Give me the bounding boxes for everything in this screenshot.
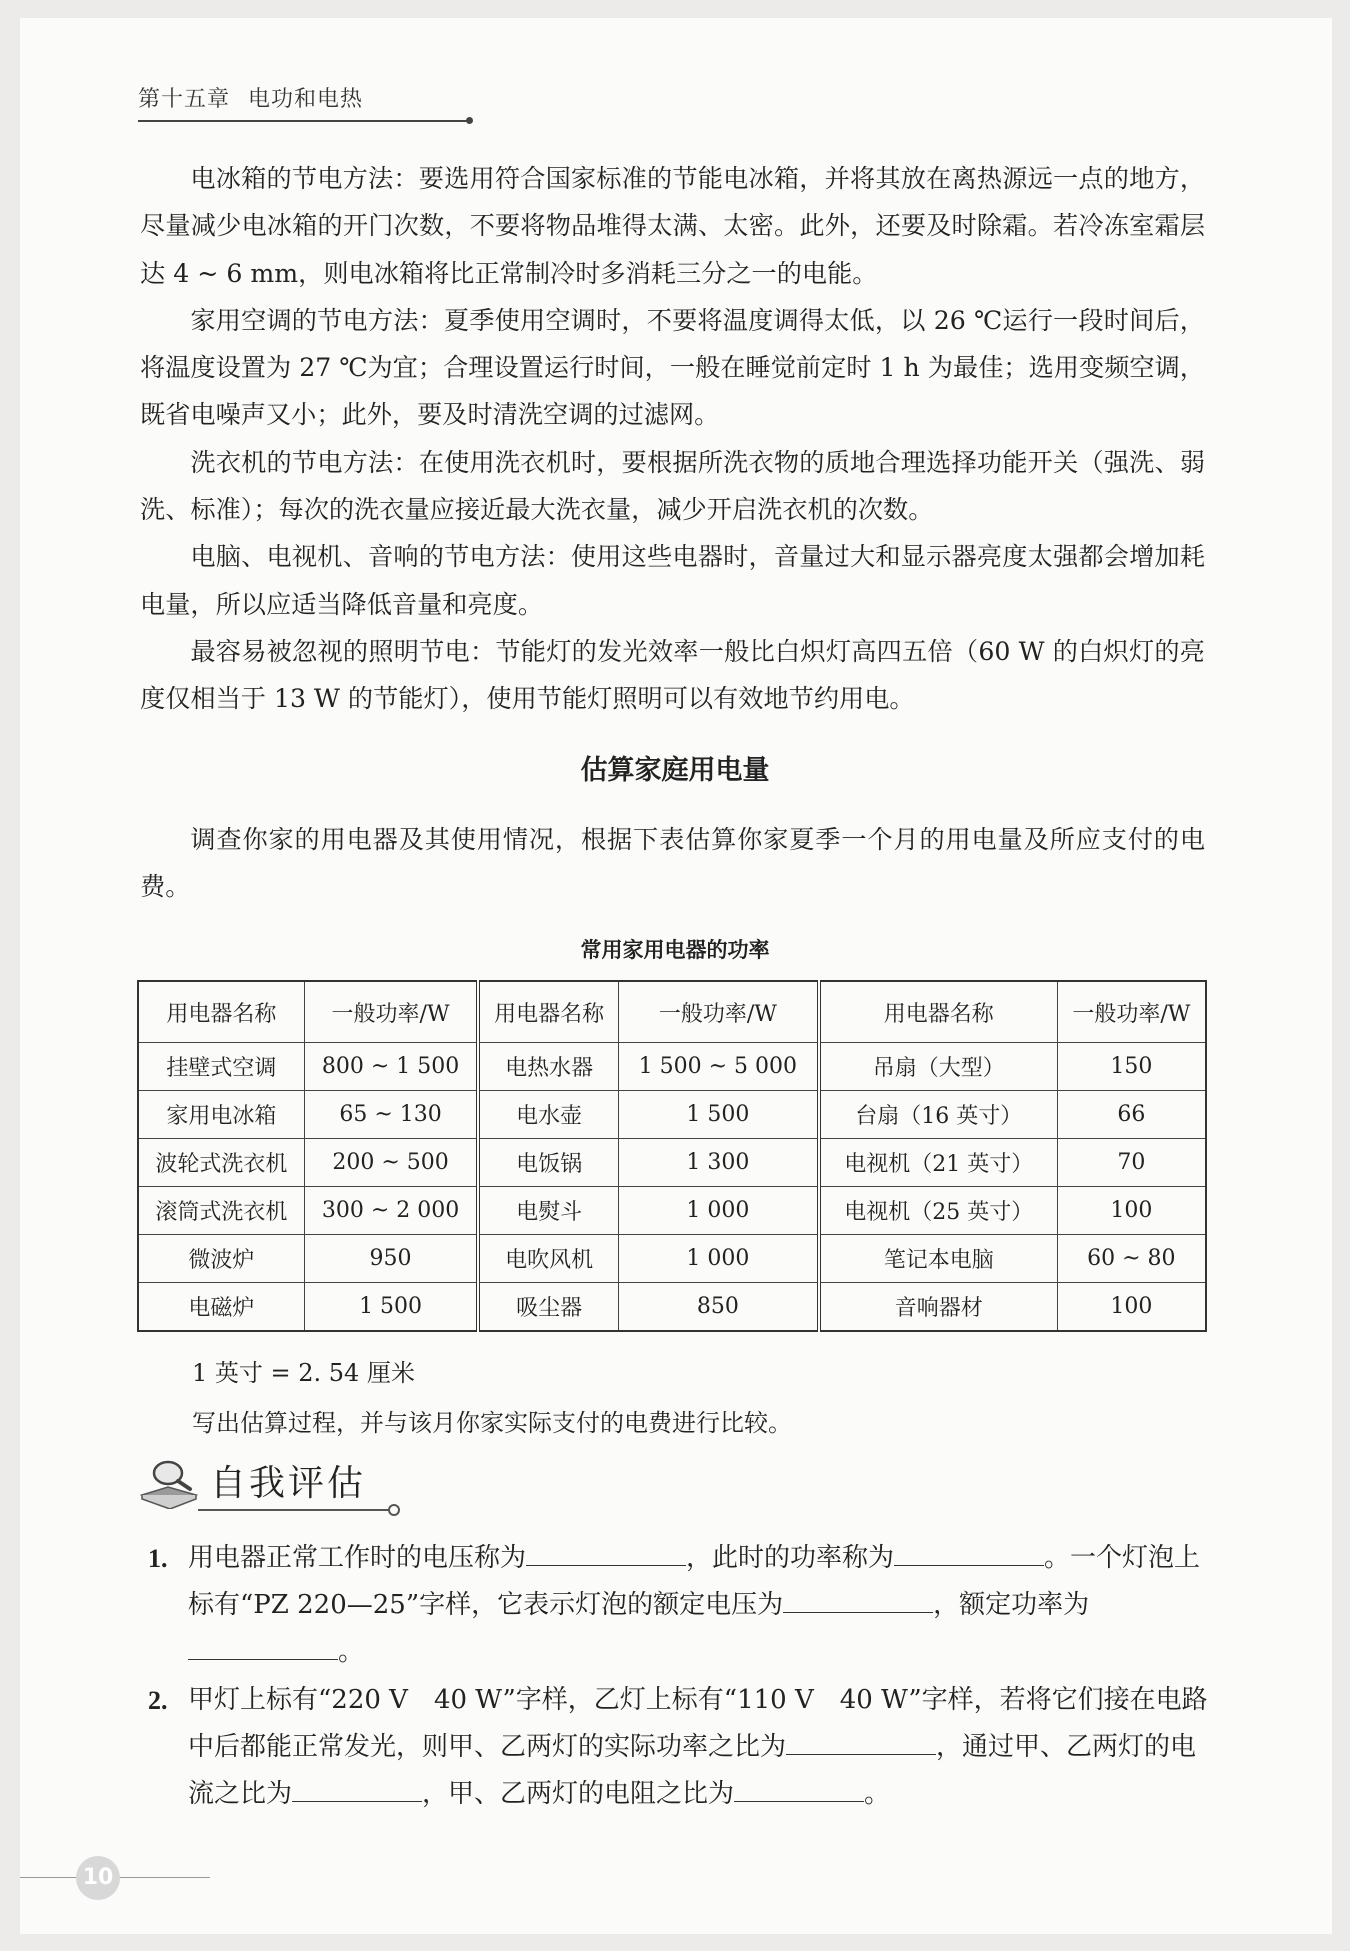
table-cell: 电熨斗 — [478, 1187, 618, 1235]
question-text-part: 。 — [864, 1779, 891, 1809]
header-rule-dot — [466, 117, 473, 124]
table-cell: 电视机（25 英寸） — [819, 1187, 1057, 1235]
table-cell: 电水壶 — [478, 1091, 618, 1139]
table-header-cell: 用电器名称 — [819, 981, 1057, 1043]
table-cell: 850 — [618, 1283, 818, 1332]
table-header-cell: 用电器名称 — [478, 981, 618, 1043]
question-number: 1. — [148, 1544, 168, 1573]
section-title: 估算家庭用电量 — [580, 755, 770, 786]
table-cell: 电磁炉 — [138, 1283, 304, 1332]
self-eval-underline — [198, 1509, 388, 1511]
table-cell: 70 — [1057, 1139, 1206, 1187]
page-number-rule-left — [20, 1877, 76, 1878]
table-cell: 挂壁式空调 — [138, 1043, 304, 1091]
table-cell: 65 ~ 130 — [304, 1091, 478, 1139]
table-cell: 1 000 — [618, 1187, 818, 1235]
table-cell: 家用电冰箱 — [138, 1091, 304, 1139]
table-cell: 100 — [1057, 1283, 1206, 1332]
table-cell: 1 500 — [618, 1091, 818, 1139]
table-row — [138, 1043, 1206, 1091]
question-text — [188, 1677, 1208, 1818]
page-number-rule-right — [120, 1877, 210, 1878]
question-text-part: 。 — [338, 1637, 365, 1667]
paragraph-fridge: 电冰箱的节电方法：要选用符合国家标准的节能电冰箱，并将其放在离热源远一点的地方，尽量减少电冰箱的开门次数，不要将物品堆得太满、太密。此外，还要及时除霜。若冷冻室霜层达 4 ~ 6 mm，则电冰箱将比正常制冷时多消耗三分之一的电能。 — [140, 164, 1205, 288]
question-2 — [148, 1677, 1208, 1818]
answer-blank[interactable] — [292, 1771, 422, 1802]
table-cell: 800 ~ 1 500 — [304, 1043, 478, 1091]
question-text-part: ，通过甲、乙两灯的电流之比为 — [188, 1732, 1197, 1809]
answer-blank[interactable] — [894, 1535, 1044, 1566]
table-cell: 1 000 — [618, 1235, 818, 1283]
table-header-cell: 一般功率/W — [618, 981, 818, 1043]
table-cell: 音响器材 — [819, 1283, 1057, 1332]
table-cell: 电饭锅 — [478, 1139, 618, 1187]
table-row — [138, 1091, 1206, 1139]
paragraph-washing-machine: 洗衣机的节电方法：在使用洗衣机时，要根据所洗衣物的质地合理选择功能开关（强洗、弱洗、标准）；每次的洗衣量应接近最大洗衣量，减少开启洗衣机的次数。 — [140, 447, 1205, 525]
chapter-title: 电功和电热 — [248, 87, 364, 112]
question-text-part: ，此时的功率称为 — [686, 1543, 895, 1573]
table-caption: 常用家用电器的功率 — [580, 938, 770, 962]
table-cell: 60 ~ 80 — [1057, 1235, 1206, 1283]
header-rule — [138, 120, 468, 122]
table-cell: 波轮式洗衣机 — [138, 1139, 304, 1187]
question-text-part: ，额定功率为 — [933, 1590, 1090, 1620]
table-row — [138, 1235, 1206, 1283]
question-text — [188, 1535, 1208, 1676]
table-cell: 150 — [1057, 1043, 1206, 1091]
table-header-cell: 一般功率/W — [304, 981, 478, 1043]
table-cell: 200 ~ 500 — [304, 1139, 478, 1187]
table-cell: 吸尘器 — [478, 1283, 618, 1332]
table-cell: 笔记本电脑 — [819, 1235, 1057, 1283]
self-eval-heading — [138, 1455, 418, 1515]
table-cell: 950 — [304, 1235, 478, 1283]
question-text-part: 用电器正常工作时的电压称为 — [188, 1543, 527, 1573]
question-number: 2. — [148, 1686, 168, 1715]
table-header-cell: 用电器名称 — [138, 981, 304, 1043]
answer-blank[interactable] — [526, 1535, 686, 1566]
unit-note: 1 英寸 = 2. 54 厘米 — [192, 1359, 415, 1387]
table-cell: 吊扇（大型） — [819, 1043, 1057, 1091]
table-cell: 台扇（16 英寸） — [819, 1091, 1057, 1139]
table-row — [138, 1139, 1206, 1187]
table-row — [138, 1187, 1206, 1235]
table-header-cell: 一般功率/W — [1057, 981, 1206, 1043]
question-text-part: 甲灯上标有“220 V 40 W”字样，乙灯上标有“110 V 40 W”字样，若将它们接在电路中后都能正常发光，则甲、乙两灯的实际功率之比为 — [188, 1685, 1208, 1762]
table-header-row — [138, 981, 1206, 1043]
question-1 — [148, 1535, 1208, 1676]
table-row — [138, 1283, 1206, 1332]
table-cell: 1 300 — [618, 1139, 818, 1187]
answer-blank[interactable] — [783, 1582, 933, 1613]
paragraph-electronics: 电脑、电视机、音响的节电方法：使用这些电器时，音量过大和显示器亮度太强都会增加耗电量，所以应适当降低音量和亮度。 — [140, 542, 1205, 619]
appliance-power-table — [137, 980, 1207, 1332]
chapter-number: 第十五章 — [138, 87, 231, 112]
table-cell: 1 500 — [304, 1283, 478, 1332]
table-cell: 66 — [1057, 1091, 1206, 1139]
magnifier-book-icon — [138, 1457, 202, 1509]
table-cell: 电吹风机 — [478, 1235, 618, 1283]
question-text-part: ，甲、乙两灯的电阻之比为 — [422, 1779, 735, 1809]
table-cell: 1 500 ~ 5 000 — [618, 1043, 818, 1091]
page-number: 10 — [76, 1856, 120, 1900]
section-intro-text: 调查你家的用电器及其使用情况，根据下表估算你家夏季一个月的用电量及所应支付的电费。 — [140, 825, 1205, 902]
table-cell: 微波炉 — [138, 1235, 304, 1283]
section-intro — [140, 816, 1205, 911]
answer-blank[interactable] — [734, 1771, 864, 1802]
self-eval-title: 自我评估 — [210, 1463, 367, 1504]
answer-blank[interactable] — [188, 1629, 338, 1660]
task-note: 写出估算过程，并与该月你家实际支付的电费进行比较。 — [192, 1409, 792, 1437]
table-cell: 电视机（21 英寸） — [819, 1139, 1057, 1187]
running-header — [138, 82, 363, 113]
paragraph-lighting: 最容易被忽视的照明节电：节能灯的发光效率一般比白炽灯高四五倍（60 W 的白炽灯的亮度仅相当于 13 W 的节能灯），使用节能灯照明可以有效地节约用电。 — [140, 636, 1205, 714]
table-cell: 电热水器 — [478, 1043, 618, 1091]
energy-saving-text — [140, 155, 1205, 723]
table-cell: 100 — [1057, 1187, 1206, 1235]
self-eval-underline-dot — [388, 1504, 400, 1516]
table-cell: 滚筒式洗衣机 — [138, 1187, 304, 1235]
answer-blank[interactable] — [786, 1724, 936, 1755]
paragraph-air-conditioner: 家用空调的节电方法：夏季使用空调时，不要将温度调得太低，以 26 ℃运行一段时间后，将温度设置为 27 ℃为宜；合理设置运行时间，一般在睡觉前定时 1 h 为最佳；选用变频空调，既省电噪声又小；此外，要及时清洗空调的过滤网。 — [140, 305, 1205, 430]
table-cell: 300 ~ 2 000 — [304, 1187, 478, 1235]
question-text-part: 。一个灯泡上标有“PZ 220—25”字样，它表示灯泡的额定电压为 — [188, 1543, 1201, 1620]
